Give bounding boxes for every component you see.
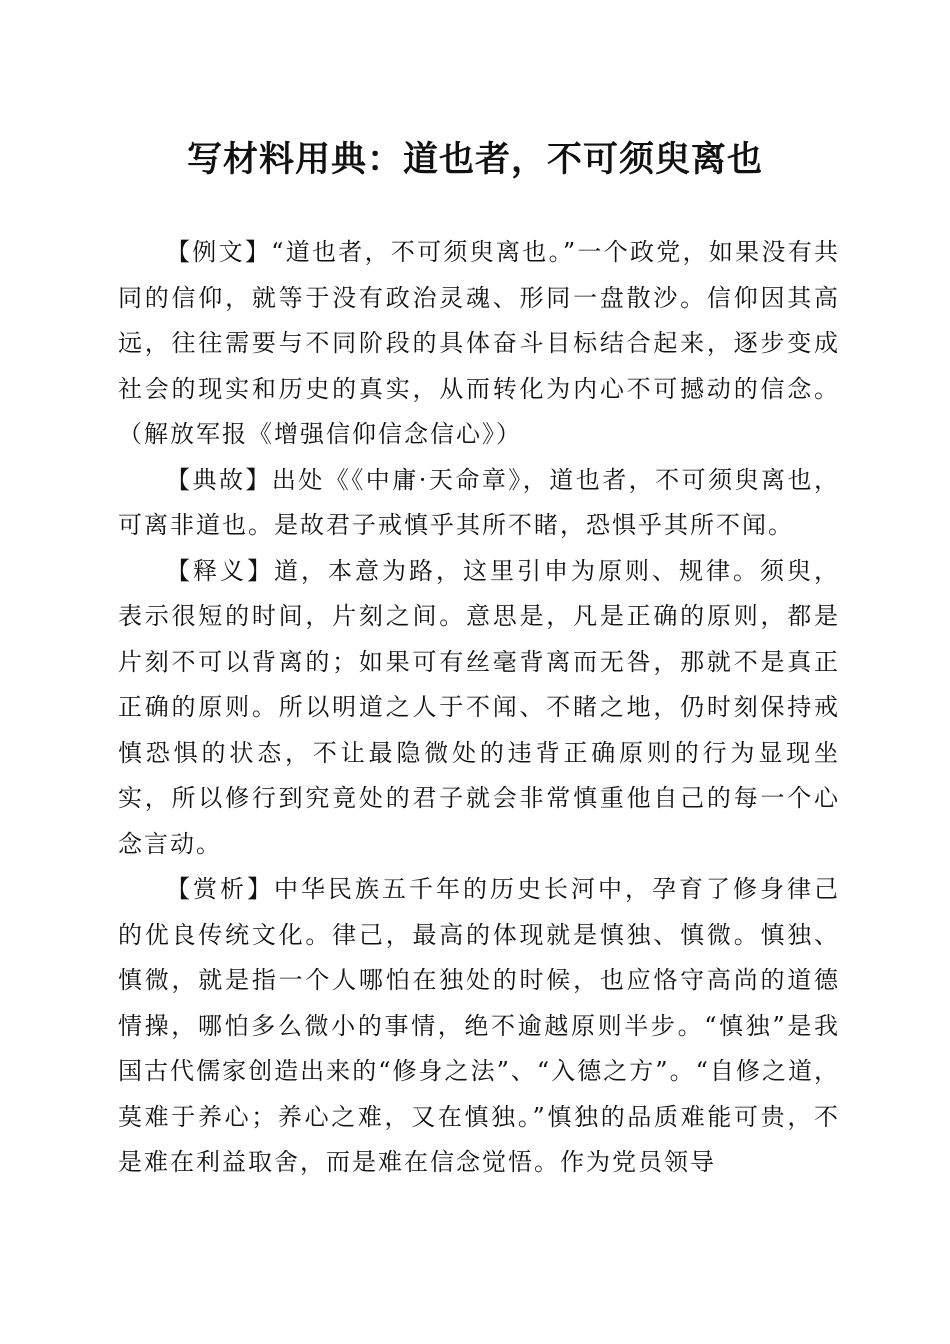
page-title: 写材料用典：道也者，不可须臾离也 xyxy=(186,139,763,180)
section-text: 道，本意为路，这里引申为原则、规律。须臾，表示很短的时间，片刻之间。意思是，凡是正确的原则，都是片刻不可以背离的；如果可有丝毫背离而无咎，那就不是真正正确的原则。所以明道之人于不闻、不睹之地，仍时刻保持戒慎恐惧的状态，不让最隐微处的违背正确原则的行为显现坐实，所以修行到究竟处的君子就会非常慎重他自己的每一个心念言动。 xyxy=(118,556,840,858)
section-example xyxy=(118,230,840,458)
section-text: “道也者，不可须臾离也。”一个政党，如果没有共同的信仰，就等于没有政治灵魂、形同一盘散沙。信仰因其高远，往往需要与不同阶段的具体奋斗目标结合起来，逐步变成社会的现实和历史的真实，从而转化为内心不可撼动的信念。（解放军报《增强信仰信念信心》） xyxy=(118,238,841,448)
document-body xyxy=(118,230,840,1186)
section-explanation xyxy=(118,549,840,868)
section-tag: 【例文】 xyxy=(166,238,272,266)
section-allusion xyxy=(118,458,840,549)
section-appreciation xyxy=(118,867,840,1186)
section-tag: 【典故】 xyxy=(166,465,272,494)
section-text: 中华民族五千年的历史长河中，孕育了修身律己的优良传统文化。律己，最高的体现就是慎独、慎微。慎独、慎微，就是指一个人哪怕在独处的时候，也应恪守高尚的道德情操，哪怕多么微小的事情，绝不逾越原则半步。“慎独”是我国古代儒家创造出来的“修身之法”、“入德之方”。“自修之道，莫难于养心；养心之难，又在慎独。”慎独的品质难能可贵，不是难在利益取舍，而是难在信念觉悟。作为党员领导 xyxy=(118,875,840,1176)
section-tag: 【释义】 xyxy=(166,556,274,585)
section-tag: 【赏析】 xyxy=(166,875,274,903)
section-text: 出处《《中庸·天命章》，道也者，不可须臾离也，可离非道也。是故君子戒慎乎其所不睹，恐惧乎其所不闻。 xyxy=(118,465,840,539)
